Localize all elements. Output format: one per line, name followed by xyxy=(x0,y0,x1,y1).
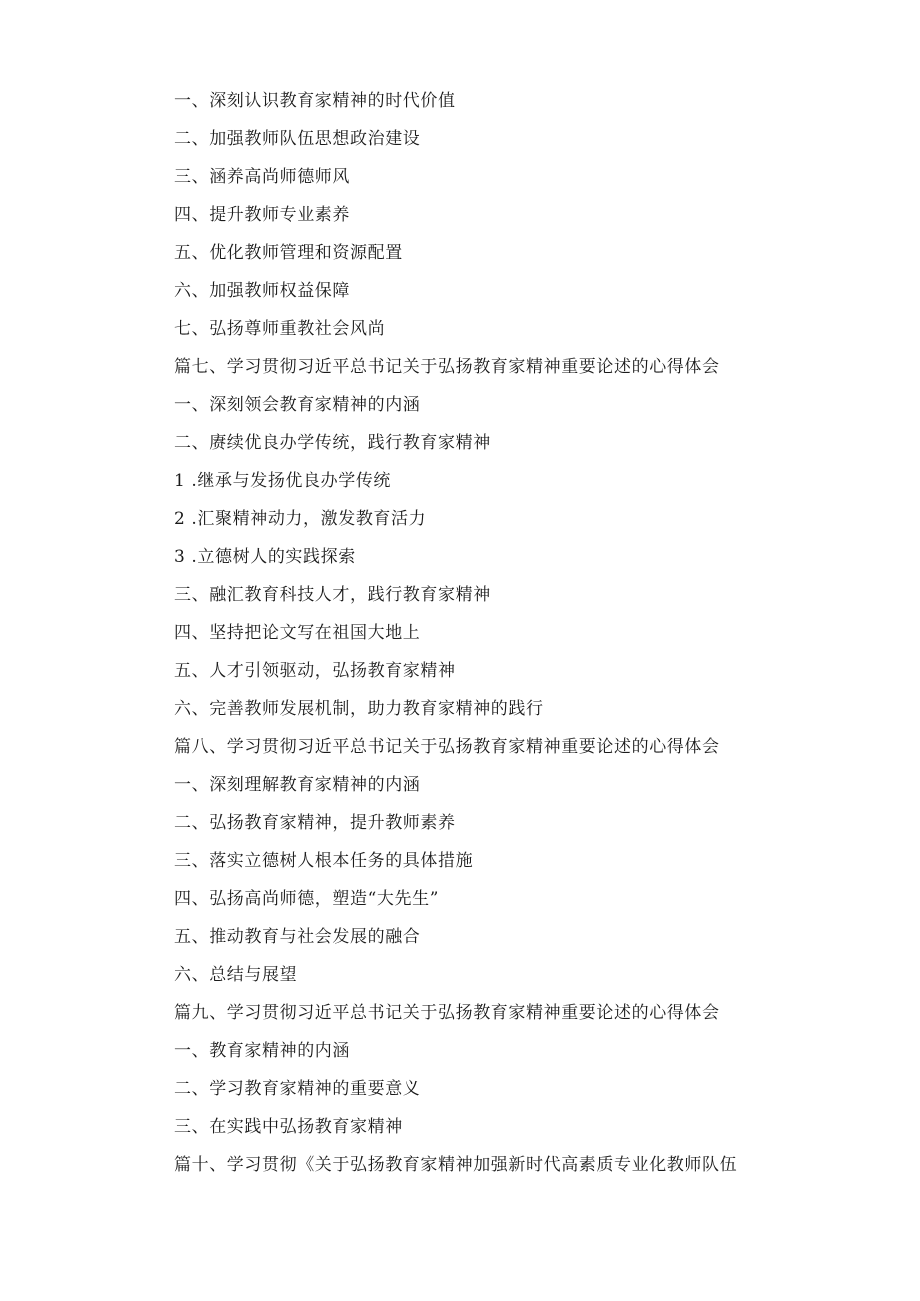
toc-line: 六、加强教师权益保障 xyxy=(174,281,350,301)
toc-chapter-heading: 篇八、学习贯彻习近平总书记关于弘扬教育家精神重要论述的心得体会 xyxy=(174,737,720,757)
toc-line: 五、优化教师管理和资源配置 xyxy=(174,243,403,263)
toc-line: 三、落实立德树人根本任务的具体措施 xyxy=(174,851,474,871)
toc-line: 一、深刻认识教育家精神的时代价值 xyxy=(174,91,456,111)
toc-line: 六、总结与展望 xyxy=(174,965,298,985)
table-of-contents xyxy=(174,86,874,1188)
toc-line: 四、坚持把论文写在祖国大地上 xyxy=(174,623,421,643)
toc-chapter-heading: 篇九、学习贯彻习近平总书记关于弘扬教育家精神重要论述的心得体会 xyxy=(174,1003,720,1023)
toc-subline: 3 .立德树人的实践探索 xyxy=(174,547,356,567)
toc-line: 四、提升教师专业素养 xyxy=(174,205,350,225)
toc-line: 五、推动教育与社会发展的融合 xyxy=(174,927,421,947)
toc-line: 三、涵养高尚师德师风 xyxy=(174,167,350,187)
toc-chapter-heading: 篇十、学习贯彻《关于弘扬教育家精神加强新时代高素质专业化教师队伍 xyxy=(174,1155,738,1175)
toc-subline: 2 .汇聚精神动力，激发教育活力 xyxy=(174,509,427,529)
toc-line: 二、赓续优良办学传统，践行教育家精神 xyxy=(174,433,491,453)
toc-line: 七、弘扬尊师重教社会风尚 xyxy=(174,319,386,339)
toc-line: 二、加强教师队伍思想政治建设 xyxy=(174,129,421,149)
toc-line: 一、深刻理解教育家精神的内涵 xyxy=(174,775,421,795)
toc-subline: 1 .继承与发扬优良办学传统 xyxy=(174,471,392,491)
toc-line: 二、学习教育家精神的重要意义 xyxy=(174,1079,421,1099)
toc-line: 三、融汇教育科技人才，践行教育家精神 xyxy=(174,585,491,605)
toc-line: 三、在实践中弘扬教育家精神 xyxy=(174,1117,403,1137)
toc-line: 四、弘扬高尚师德，塑造“大先生” xyxy=(174,889,439,909)
toc-line: 五、人才引领驱动，弘扬教育家精神 xyxy=(174,661,456,681)
toc-line: 二、弘扬教育家精神，提升教师素养 xyxy=(174,813,456,833)
toc-chapter-heading: 篇七、学习贯彻习近平总书记关于弘扬教育家精神重要论述的心得体会 xyxy=(174,357,720,377)
toc-line: 一、教育家精神的内涵 xyxy=(174,1041,350,1061)
toc-line: 一、深刻领会教育家精神的内涵 xyxy=(174,395,421,415)
toc-line: 六、完善教师发展机制，助力教育家精神的践行 xyxy=(174,699,544,719)
